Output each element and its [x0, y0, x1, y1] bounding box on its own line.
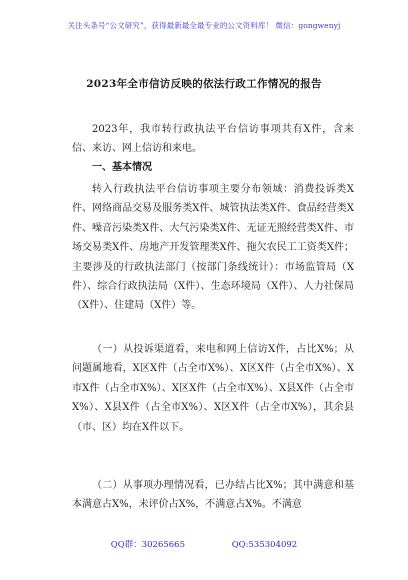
- footer-qq-number: QQ:535304092: [231, 540, 298, 550]
- document-title: 2023年全市信访反映的依法行政工作情况的报告: [86, 78, 322, 90]
- section-heading: 一、基本情况: [92, 162, 152, 173]
- footer-qq-group: QQ群：30265665: [110, 540, 185, 550]
- header-banner: 关注头条号“公文研究”，获得最新最全最专业的公文资料库！ 微信：gongwenyj: [67, 21, 341, 30]
- handling-paragraph: （二）从事项办理情况看，已办结占比X%；其中满意和基本满意占X%，未评价占X%，不满意占X%。不满意: [72, 480, 354, 511]
- distribution-paragraph: 转入行政执法平台信访事项主要分布领域：消费投诉类X件、网络商品交易及服务类X件、城管执法类X件、食品经营类X件、噪音污染类X件、大气污染类X件、无证无照经营类X件、市场交易类X件、房地产开发管理类X件、拖欠农民工工资类X件；主要涉及的行政执法部门（按部门条线统计）：市场监管局（X件）、综合行政执法局（X件）、生态环境局（X件）、人力社保局（X件）、住建局（X件）等。: [72, 184, 354, 312]
- intro-paragraph: 2023年，我市转行政执法平台信访事项共有X件，含来信、来访、网上信访和来电。: [72, 124, 354, 155]
- channel-paragraph: （一）从投诉渠道看，来电和网上信访X件，占比X%；从问题属地看，X区X件（占全市X%）、X区X件（占全市X%）、X市X件（占全市X%）、X区X件（占全市X%）、X县X件（占全市X%）、X县X件（占全市X%）、X区X件（占全市X%），其余县（市、区）均在X件以下。: [72, 344, 354, 433]
- footer-contacts: [0, 538, 408, 550]
